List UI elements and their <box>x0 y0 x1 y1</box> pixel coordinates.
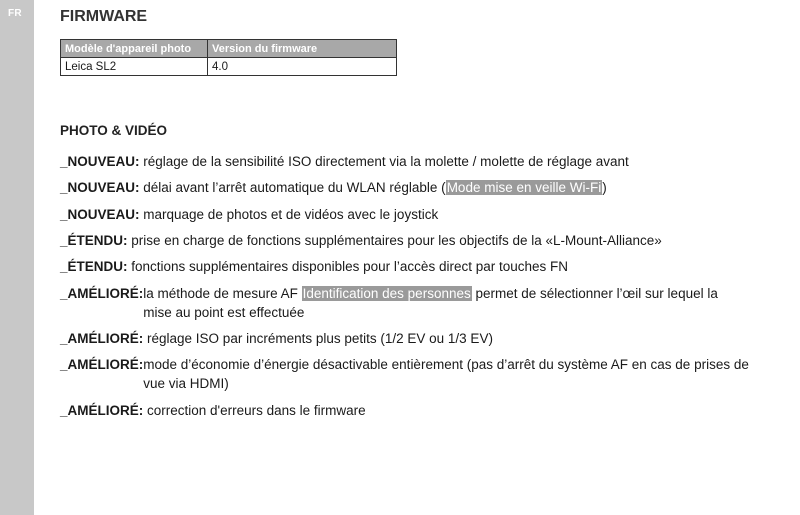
item-text: réglage ISO par incréments plus petits (1/2 EV ou 1/3 EV) <box>143 331 493 346</box>
item-text: mode d’économie d’énergie désactivable entièrement (pas d’arrêt du système AF en cas de prises de vue via HDMI) <box>143 357 749 391</box>
list-item <box>60 257 568 276</box>
list-item <box>60 205 438 224</box>
item-text: marquage de photos et de vidéos avec le joystick <box>139 207 439 222</box>
list-item <box>60 178 607 197</box>
language-sidebar <box>0 0 34 515</box>
item-tag: _AMÉLIORÉ: <box>60 403 144 418</box>
page-title: FIRMWARE <box>60 8 148 25</box>
list-item <box>60 329 493 348</box>
list-item <box>60 284 743 322</box>
item-text: la méthode de mesure AF <box>143 286 302 301</box>
item-text: délai avant l’arrêt automatique du WLAN réglable ( <box>139 180 446 195</box>
item-tag: _NOUVEAU: <box>60 180 140 195</box>
list-item <box>60 355 749 393</box>
menu-term-highlight: Identification des personnes <box>302 286 471 301</box>
item-tag: _ÉTENDU: <box>60 233 128 248</box>
section-title: PHOTO & VIDÉO <box>60 123 168 138</box>
list-item <box>60 401 366 420</box>
item-text-block <box>143 284 743 322</box>
item-text-end: ) <box>602 180 607 195</box>
header-firmware-version: Version du firmware <box>208 40 397 58</box>
language-label: FR <box>8 8 22 19</box>
item-tag: _ÉTENDU: <box>60 259 128 274</box>
item-tag: _AMÉLIORÉ: <box>60 286 144 301</box>
item-text: correction d'erreurs dans le firmware <box>143 403 366 418</box>
menu-term-highlight: Mode mise en veille Wi-Fi <box>446 180 602 195</box>
item-tag: _NOUVEAU: <box>60 207 140 222</box>
table-row <box>61 58 397 76</box>
item-text: réglage de la sensibilité ISO directement via la molette / molette de réglage avant <box>139 154 629 169</box>
firmware-table <box>60 39 397 76</box>
list-item <box>60 231 662 250</box>
item-text-end: permet de sélectionner l’œil sur lequel la mise au point est effectuée <box>143 286 718 320</box>
cell-camera-model: Leica SL2 <box>61 58 208 76</box>
item-tag: _NOUVEAU: <box>60 154 140 169</box>
item-text: prise en charge de fonctions supplémentaires pour les objectifs de la «L-Mount-Alliance» <box>127 233 662 248</box>
item-tag: _AMÉLIORÉ: <box>60 357 144 372</box>
header-camera-model: Modèle d'appareil photo <box>61 40 208 58</box>
cell-firmware-version: 4.0 <box>208 58 397 76</box>
list-item <box>60 152 629 171</box>
table-header-row <box>61 40 397 58</box>
item-tag: _AMÉLIORÉ: <box>60 331 144 346</box>
item-text: fonctions supplémentaires disponibles pour l’accès direct par touches FN <box>127 259 568 274</box>
